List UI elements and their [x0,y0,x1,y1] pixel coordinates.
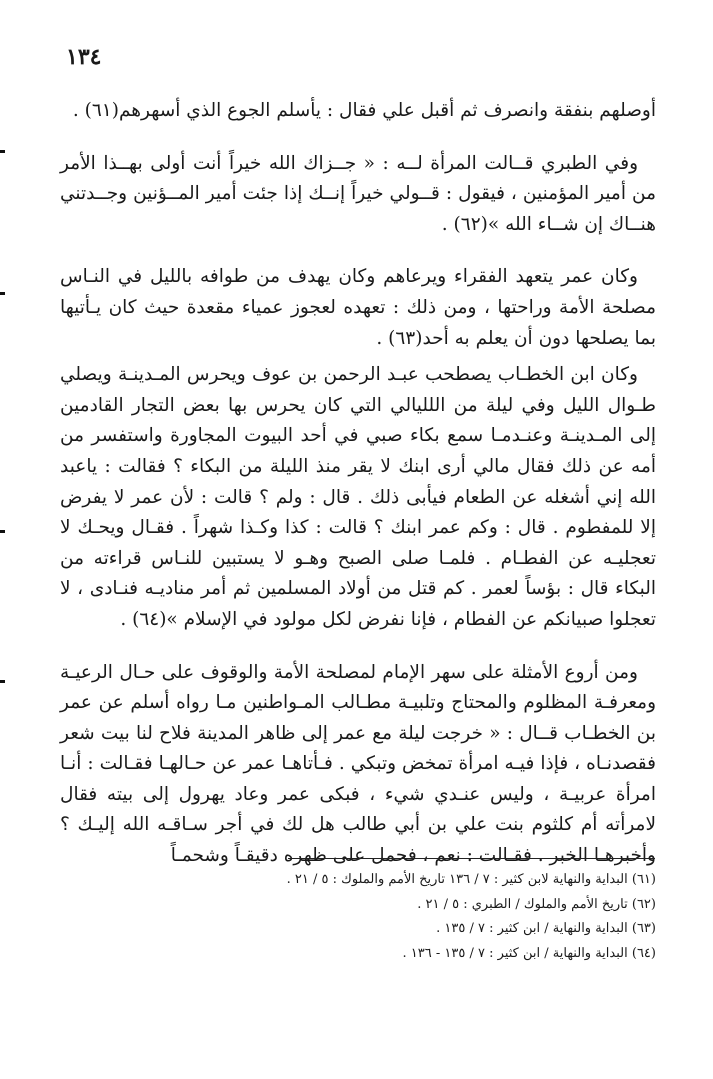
footnotes [200,868,656,966]
footnote-63: (٦٣) البداية والنهاية / ابن كثير : ٧ / ١٣٥ . [436,921,656,936]
scan-margin-mark [0,150,5,153]
scan-margin-mark [0,292,5,295]
scan-margin-mark [0,680,5,683]
paragraph-4: وكان ابن الخطـاب يصطحب عبـد الرحمن بن عوف ويحرس المـدينـة ويصلي طـوال الليل وفي ليلة من اللليالي التي كان يحرس بها بعض التجار القادمين إلى المـدينـة وعنـدمـا سمع بكاء صبي في أحد البيوت المجاورة واستفسر من أمه عن ذلك فقال مالي أرى ابنك لا يقر منذ الليلة من البكاء ؟ فقالت : ياعبد الله إني أشغله عن الطعام فيأبى ذلك . قال : ولم ؟ قالت : لأن عمر لا يفرض إلا للمفطوم . قال : وكم عمر ابنك ؟ قالت : كذا وكـذا شهراً . فقـال ويحـك لا تعجليـه عن الفطـام . فلمـا صلى الصبح وهـو لا يستبين للنـاس قراءته من البكاء قال : بؤساً لعمر . كم قتل من أولاد المسلمين ثم أمر مناديـه فنـادى ، لا تعجلوا صبيانكم عن الفطام ، فإنا نفرض لكل مولود في الإسلام »(٦٤) . [60,364,656,630]
paragraph-5: ومن أروع الأمثلة على سهر الإمام لمصلحة الأمة والوقوف على حـال الرعيـة ومعرفـة المظلوم والمحتاج وتلبيـة مطـالب المـواطنين مـا رواه أسلم عن عمر بن الخطـاب قــال : « خرجت ليلة مع عمر إلى ظاهر المدينة فلاح لنا بيت شعر فقصدنـاه ، فإذا فيـه امرأة تمخض وتبكي . فـأتاهـا عمر عن حـالهـا فقـالت : أنـا امرأة عربيـة ، وليس عنـدي شيء ، فبكى عمر وعاد يهرول إلى بيته فقال لامرأته أم كلثوم بنت علي بن أبي طالب هل لك في أجر سـاقـه الله إليـك ؟ وأخبرهـا الخبر . فقـالت : نعم ، فحمل على ظهره دقيقـاً وشحمـاً [60,661,656,867]
footnote-64: (٦٤) البداية والنهاية / ابن كثير : ٧ / ١٣٥ - ١٣٦ . [402,945,656,961]
footnote-divider [288,858,655,859]
paragraph-2: وفي الطبري قــالت المرأة لــه : « جــزاك الله خيراً أنت أولى بهــذا الأمر من أمير المؤمنين ، فيقول : قــولي خيراً إنــك إذا جئت أمير المــؤنين وجــدتني هنــاك إن شــاء الله »(٦٢) . [60,152,656,235]
page-number: ١٣٤ [66,44,102,70]
paragraph-3: وكان عمر يتعهد الفقراء ويرعاهم وكان يهدف من طوافه بالليل في النـاس مصلحة الأمة وراحتها ، ومن ذلك : تعهده لعجوز عمياء مقعدة حيث كان يـأتيها بما يصلحها دون أن يعلم به أحد(٦٣) . [60,266,656,349]
paragraph-1: أوصلهم بنفقة وانصرف ثم أقبل علي فقال : يأسلم الجوع الذي أسهرهم(٦١) . [72,100,656,121]
footnote-61: (٦١) البداية والنهاية لابن كثير : ٧ / ١٣٦ تاريخ الأمم والملوك : ٥ / ٢١ . [286,872,656,887]
body-text [60,96,656,872]
footnote-62: (٦٢) تاريخ الأمم والملوك / الطبري : ٥ / ٢١ . [417,896,656,912]
scan-margin-mark [0,530,5,533]
